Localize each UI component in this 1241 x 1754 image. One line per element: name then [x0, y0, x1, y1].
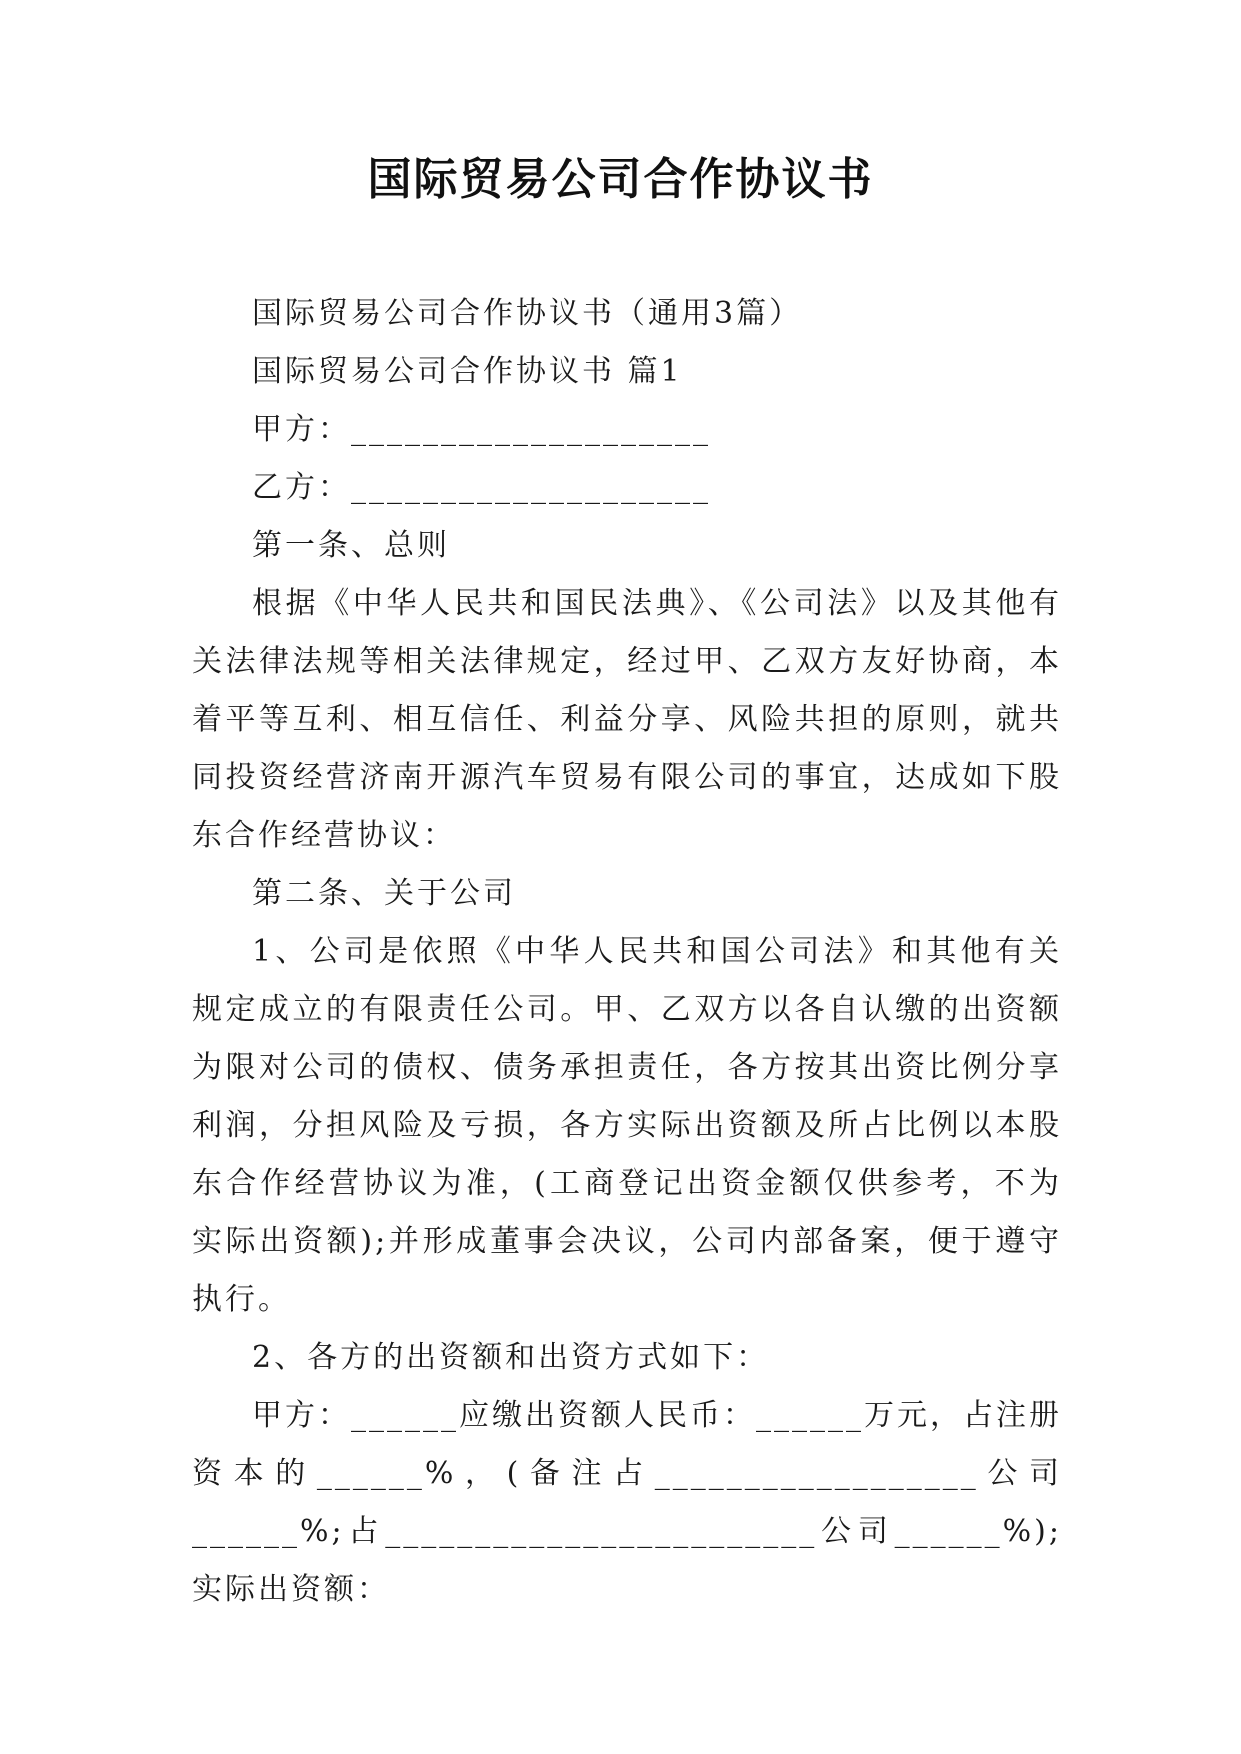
- document-title: 国际贸易公司合作协议书: [367, 154, 874, 205]
- document-subtitle: 国际贸易公司合作协议书（通用3篇）: [252, 296, 803, 331]
- article-1-heading: 第一条、总则: [252, 528, 450, 563]
- article-2-heading: 第二条、关于公司: [252, 876, 516, 911]
- section-heading-part-1: 国际贸易公司合作协议书 篇1: [252, 354, 683, 389]
- article-2-clause-1: 1、公司是依照《中华人民共和国公司法》和其他有关规定成立的有限责任公司。甲、乙双方以各自认缴的出资额为限对公司的债权、债务承担责任，各方按其出资比例分享利润，分担风险及亏损，各方实际出资额及所占比例以本股东合作经营协议为准，(工商登记出资金额仅供参考，不为实际出资额);并形成董事会决议，公司内部备案，便于遵守执行。: [192, 934, 1062, 1317]
- document-body: [192, 285, 1062, 1619]
- party-a-contribution: 甲方：______应缴出资额人民币：______万元，占注册资本的______%，(备注占__________________公司______%;占________________________公司______%);实际出资额：: [192, 1398, 1062, 1607]
- article-2-clause-2: 2、各方的出资额和出资方式如下：: [252, 1340, 770, 1375]
- party-b-line: 乙方：____________________: [252, 470, 711, 505]
- article-1-body: 根据《中华人民共和国民法典》、《公司法》以及其他有关法律法规等相关法律规定，经过甲、乙双方友好协商，本着平等互利、相互信任、利益分享、风险共担的原则，就共同投资经营济南开源汽车贸易有限公司的事宜，达成如下股东合作经营协议：: [192, 586, 1062, 853]
- party-a-line: 甲方：____________________: [252, 412, 711, 447]
